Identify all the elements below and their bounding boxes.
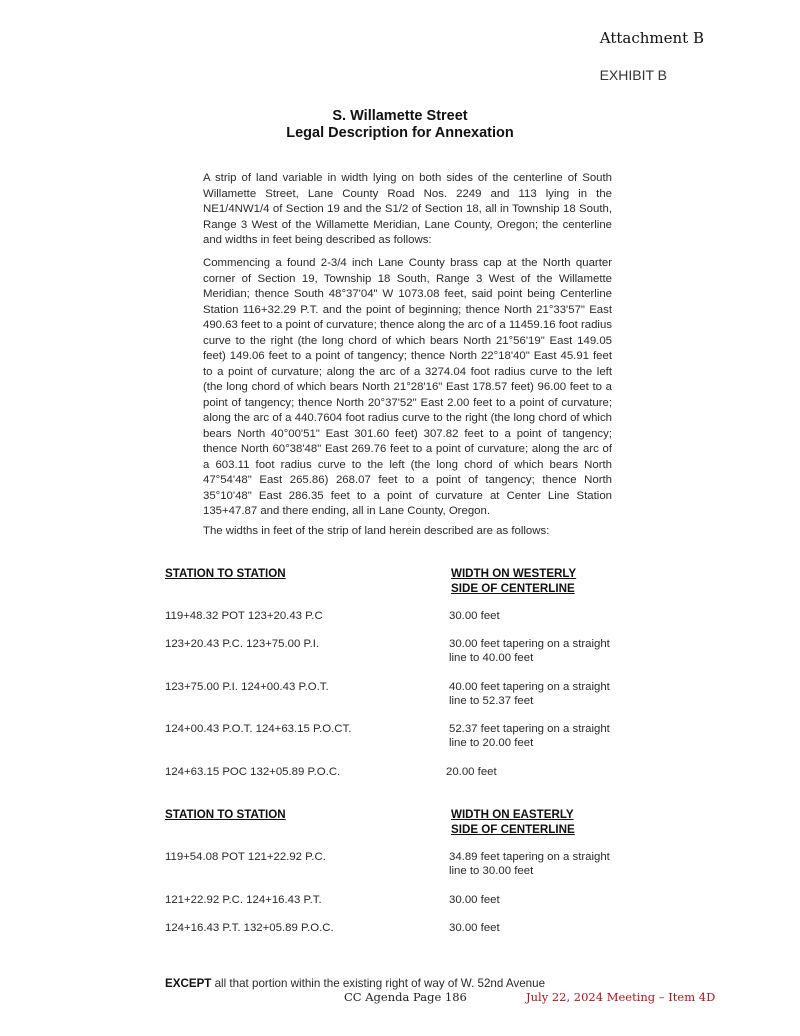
easterly-station-header: STATION TO STATION bbox=[165, 808, 286, 821]
station-range: 119+54.08 POT 121+22.92 P.C. bbox=[165, 851, 326, 863]
footer-page-number: CC Agenda Page 186 bbox=[344, 990, 467, 1004]
width-value bbox=[449, 609, 649, 623]
westerly-station-header: STATION TO STATION bbox=[165, 567, 286, 580]
except-keyword: EXCEPT bbox=[165, 977, 212, 990]
station-range: 124+63.15 POC 132+05.89 P.O.C. bbox=[165, 766, 341, 778]
width-value bbox=[449, 722, 649, 750]
width-line-2: line to 30.00 feet bbox=[449, 865, 534, 877]
width-line-1: 20.00 feet bbox=[446, 766, 497, 778]
exhibit-label: EXHIBIT B bbox=[599, 67, 667, 83]
westerly-width-header-line-2: SIDE OF CENTERLINE bbox=[451, 582, 575, 595]
width-line-1: 30.00 feet bbox=[449, 894, 500, 906]
width-line-1: 34.89 feet tapering on a straight bbox=[449, 851, 610, 863]
except-text: all that portion within the existing right of way of W. 52nd Avenue bbox=[211, 977, 546, 990]
westerly-width-header bbox=[451, 566, 651, 596]
width-value bbox=[449, 921, 649, 935]
westerly-width-header-line-1: WIDTH ON WESTERLY bbox=[451, 567, 577, 580]
widths-intro: The widths in feet of the strip of land herein described are as follows: bbox=[203, 525, 550, 537]
width-line-1: 52.37 feet tapering on a straight bbox=[449, 723, 610, 735]
width-value bbox=[449, 680, 649, 708]
attachment-label: Attachment B bbox=[599, 29, 704, 47]
width-line-2: line to 20.00 feet bbox=[449, 737, 534, 749]
station-range: 119+48.32 POT 123+20.43 P.C bbox=[165, 610, 323, 622]
station-range: 123+20.43 P.C. 123+75.00 P.I. bbox=[165, 638, 320, 650]
except-clause bbox=[165, 977, 545, 990]
easterly-width-header-line-1: WIDTH ON EASTERLY bbox=[451, 808, 574, 821]
easterly-width-header bbox=[451, 807, 651, 837]
width-line-1: 40.00 feet tapering on a straight bbox=[449, 681, 610, 693]
document-title bbox=[0, 108, 800, 142]
footer-meeting-info: July 22, 2024 Meeting – Item 4D bbox=[526, 990, 716, 1004]
width-value bbox=[449, 637, 649, 665]
station-range: 123+75.00 P.I. 124+00.43 P.O.T. bbox=[165, 681, 329, 693]
width-value bbox=[449, 850, 649, 878]
station-range: 124+16.43 P.T. 132+05.89 P.O.C. bbox=[165, 922, 334, 934]
width-value bbox=[446, 765, 646, 779]
description-paragraph-1: A strip of land variable in width lying on both sides of the centerline of South Willamette Street, Lane County Road Nos. 2249 and 113 lying in the NE1/4NW1/4 of Section 19 and the S1/2 of Section 18, all in Township 18 South, Range 3 West of the Willamette Meridian, Lane County, Oregon; the centerline and widths in feet being described as follows: bbox=[203, 172, 612, 246]
width-value bbox=[449, 893, 649, 907]
easterly-width-header-line-2: SIDE OF CENTERLINE bbox=[451, 823, 575, 836]
description-paragraph-2: Commencing a found 2-3/4 inch Lane County brass cap at the North quarter corner of Section 19, Township 18 South, Range 3 West of the Willamette Meridian; thence South 48°37'04" W 1073.08 feet, said point being Centerline Station 116+32.29 P.T. and the point of beginning; thence North 21°33'57" East 490.63 feet to a point of curvature; thence along the arc of a 11459.16 foot radius curve to the right (the long chord of which bears North 21°56'19" East 149.05 feet) 149.06 feet to a point of tangency; thence North 22°18'40" East 45.91 feet to a point of curvature; along the arc of a 3274.04 foot radius curve to the left (the long chord of which bears North 21°28'16" East 178.57 feet) 96.00 feet to a point of tangency; thence North 20°37'52" East 2.00 feet to a point of curvature; along the arc of a 440.7604 foot radius curve to the right (the long chord of which bears North 40°00'51" East 301.60 feet) 307.82 feet to a point of tangency; thence North 60°38'48" East 269.76 feet to a point of curvature; along the arc of a 603.11 foot radius curve to the left (the long chord of which bears North 47°54'48" East 265.86) 268.07 feet to a point of tangency; thence North 35°10'48" East 286.35 feet to a point of curvature at Center Line Station 135+47.87 and there ending, all in Lane County, Oregon. bbox=[203, 257, 612, 517]
station-range: 121+22.92 P.C. 124+16.43 P.T. bbox=[165, 894, 322, 906]
width-line-2: line to 52.37 feet bbox=[449, 695, 534, 707]
width-line-2: line to 40.00 feet bbox=[449, 652, 534, 664]
width-line-1: 30.00 feet bbox=[449, 610, 500, 622]
width-line-1: 30.00 feet bbox=[449, 922, 500, 934]
title-line-2: Legal Description for Annexation bbox=[286, 125, 514, 141]
station-range: 124+00.43 P.O.T. 124+63.15 P.O.CT. bbox=[165, 723, 352, 735]
title-line-1: S. Willamette Street bbox=[332, 108, 468, 124]
width-line-1: 30.00 feet tapering on a straight bbox=[449, 638, 610, 650]
